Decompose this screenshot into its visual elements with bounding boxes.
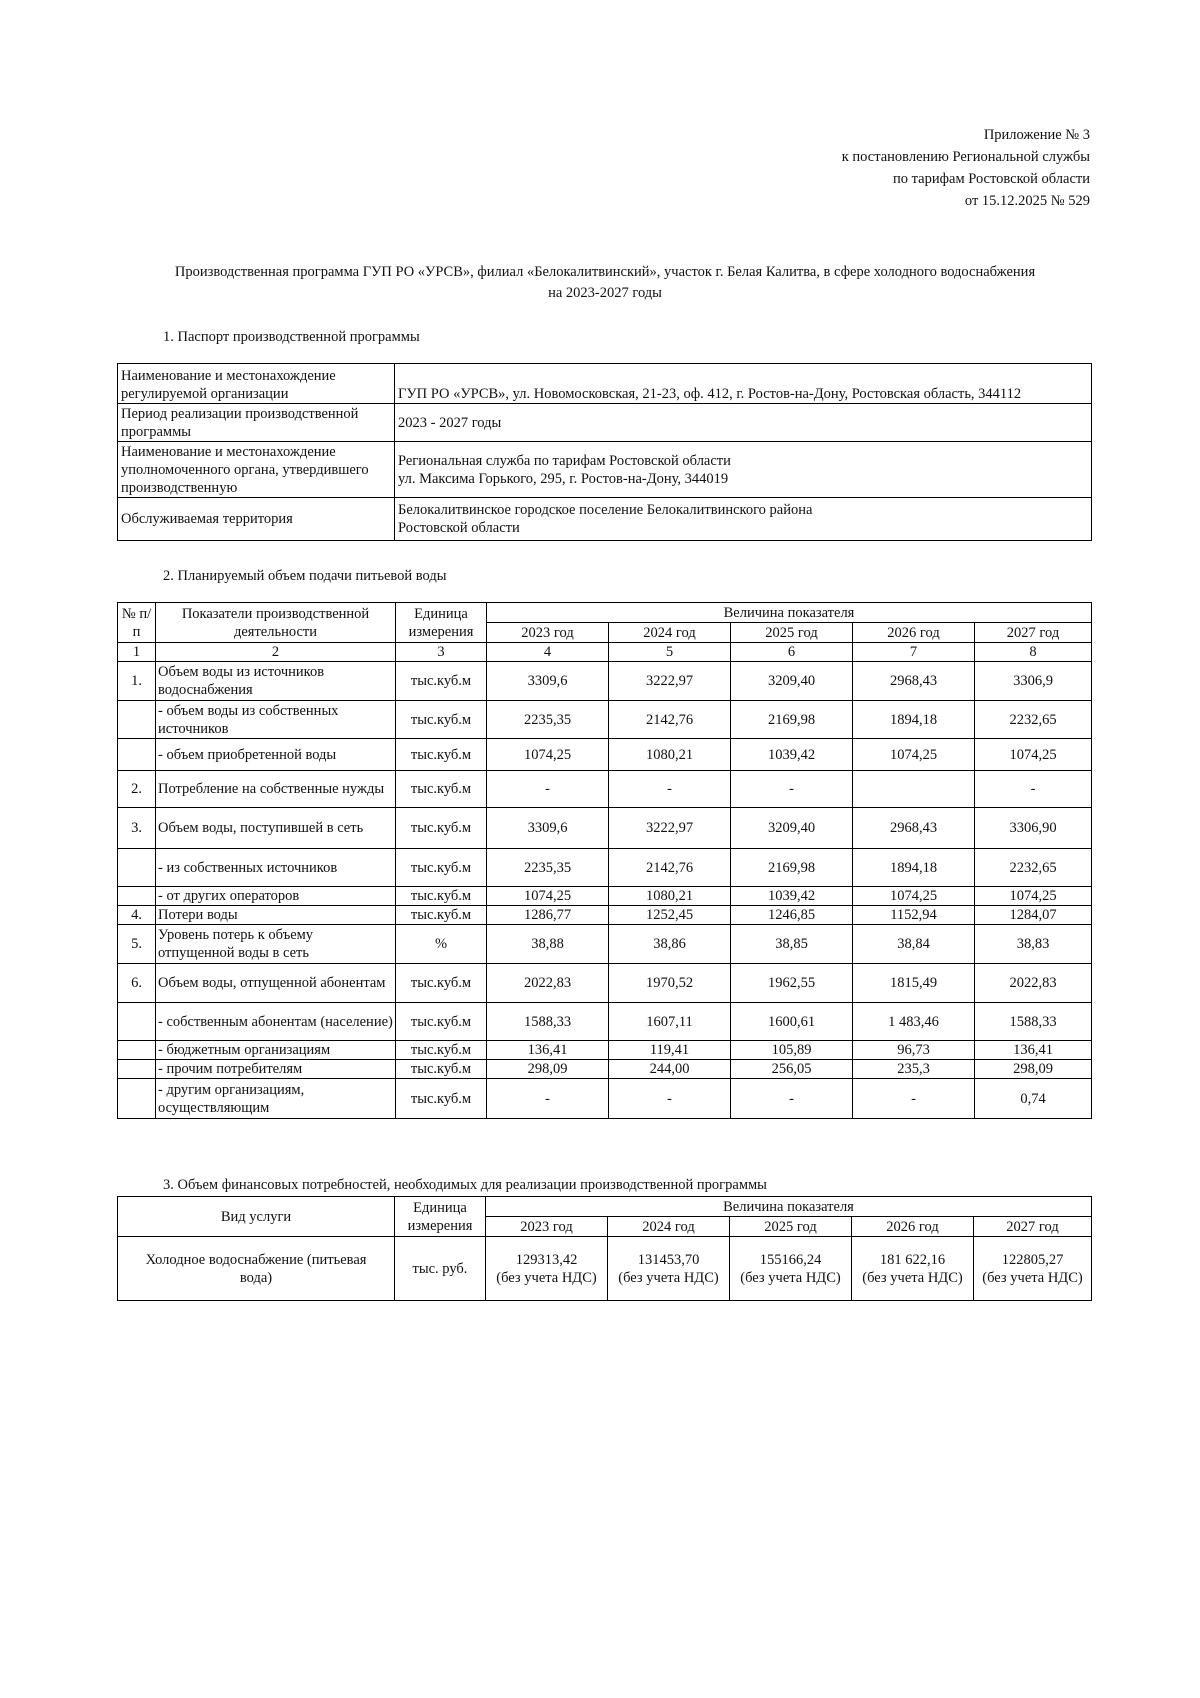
row-number: 5.	[118, 925, 156, 964]
table-row	[118, 964, 1092, 1003]
value-cell: 1039,42	[731, 739, 853, 771]
table-header-row	[118, 603, 1092, 623]
value-cell: 2235,35	[487, 701, 609, 739]
value-cell: 2142,76	[609, 849, 731, 887]
finance-value: 131453,70	[637, 1251, 700, 1268]
value-cell: 1894,18	[853, 849, 975, 887]
value-cell: 1962,55	[731, 964, 853, 1003]
column-number: 5	[609, 643, 731, 662]
value-cell: 1815,49	[853, 964, 975, 1003]
unit-cell: тыс.куб.м	[396, 771, 487, 808]
unit-cell: тыс.куб.м	[396, 1041, 487, 1060]
row-number	[118, 701, 156, 739]
header-value-group: Величина показателя	[487, 603, 1092, 623]
appendix-reference: к постановлению Региональной службы	[841, 149, 1090, 165]
value-cell: 105,89	[731, 1041, 853, 1060]
value-cell: 2232,65	[975, 849, 1092, 887]
passport-value-line: ул. Максима Горького, 295, г. Ростов-на-Дону, 344019	[398, 470, 729, 487]
unit-cell: %	[396, 925, 487, 964]
value-cell: 235,3	[853, 1060, 975, 1079]
indicator-name: - прочим потребителям	[156, 1060, 396, 1079]
header-year: 2026 год	[853, 623, 975, 643]
passport-value	[395, 498, 1092, 541]
row-number	[118, 739, 156, 771]
column-number: 6	[731, 643, 853, 662]
finance-cell	[608, 1237, 730, 1301]
value-cell: 119,41	[609, 1041, 731, 1060]
unit-cell: тыс.куб.м	[396, 739, 487, 771]
indicator-name: - бюджетным организациям	[156, 1041, 396, 1060]
value-cell: 38,83	[975, 925, 1092, 964]
table-row	[118, 925, 1092, 964]
column-number: 2	[156, 643, 396, 662]
finance-note: (без учета НДС)	[740, 1269, 841, 1286]
value-cell: 1080,21	[609, 887, 731, 906]
header-year: 2027 год	[975, 623, 1092, 643]
column-number: 1	[118, 643, 156, 662]
value-cell: -	[731, 1079, 853, 1119]
value-cell: 1970,52	[609, 964, 731, 1003]
indicator-name: - другим организациям, осуществляющим	[156, 1079, 396, 1119]
finance-note: (без учета НДС)	[496, 1269, 597, 1286]
indicator-name: Объем воды, поступившей в сеть	[156, 808, 396, 849]
passport-value-line: Региональная служба по тарифам Ростовской области	[398, 452, 731, 469]
value-cell: -	[853, 1079, 975, 1119]
passport-value: 2023 - 2027 годы	[395, 404, 1092, 442]
table-row	[118, 771, 1092, 808]
row-number	[118, 1003, 156, 1041]
value-cell: 1152,94	[853, 906, 975, 925]
header-value-group: Величина показателя	[486, 1197, 1092, 1217]
unit-cell: тыс.куб.м	[396, 1003, 487, 1041]
header-year: 2024 год	[608, 1217, 730, 1237]
passport-label: Обслуживаемая территория	[118, 498, 395, 541]
finance-value: 155166,24	[759, 1251, 822, 1268]
value-cell: 38,86	[609, 925, 731, 964]
row-number	[118, 849, 156, 887]
passport-table	[117, 363, 1092, 541]
value-cell: 256,05	[731, 1060, 853, 1079]
table-row	[118, 1060, 1092, 1079]
unit-cell: тыс.куб.м	[396, 662, 487, 701]
appendix-number: Приложение № 3	[983, 127, 1090, 143]
section3-heading: 3. Объем финансовых потребностей, необходимых для реализации производственной программы	[163, 1177, 767, 1193]
document-title	[118, 262, 1092, 304]
value-cell: 3306,9	[975, 662, 1092, 701]
column-number: 4	[487, 643, 609, 662]
table-row	[118, 1003, 1092, 1041]
value-cell: 2235,35	[487, 849, 609, 887]
value-cell: 0,74	[975, 1079, 1092, 1119]
table-row	[118, 662, 1092, 701]
table-row	[118, 1079, 1092, 1119]
indicator-name: Объем воды, отпущенной абонентам	[156, 964, 396, 1003]
value-cell: 1286,77	[487, 906, 609, 925]
section1-heading: 1. Паспорт производственной программы	[163, 329, 420, 345]
value-cell: 298,09	[487, 1060, 609, 1079]
header-year: 2024 год	[609, 623, 731, 643]
value-cell: 1588,33	[975, 1003, 1092, 1041]
value-cell: 136,41	[975, 1041, 1092, 1060]
service-name: Холодное водоснабжение (питьевая вода)	[118, 1237, 395, 1301]
value-cell: 1246,85	[731, 906, 853, 925]
column-number: 8	[975, 643, 1092, 662]
passport-row	[118, 442, 1092, 498]
header-unit: Единица измерения	[396, 603, 487, 643]
passport-value: ГУП РО «УРСВ», ул. Новомосковская, 21-23, оф. 412, г. Ростов-на-Дону, Ростовская область, 344112	[395, 364, 1092, 404]
table-header-row	[118, 1197, 1092, 1217]
header-year: 2026 год	[852, 1217, 974, 1237]
header-year: 2023 год	[487, 623, 609, 643]
value-cell: 1607,11	[609, 1003, 731, 1041]
passport-row	[118, 498, 1092, 541]
row-number	[118, 1079, 156, 1119]
value-cell: 136,41	[487, 1041, 609, 1060]
value-cell: 2142,76	[609, 701, 731, 739]
service-unit: тыс. руб.	[395, 1237, 486, 1301]
header-number: № п/п	[118, 603, 156, 643]
value-cell: 1080,21	[609, 739, 731, 771]
value-cell: 1074,25	[975, 739, 1092, 771]
table-row	[118, 906, 1092, 925]
value-cell: 3222,97	[609, 662, 731, 701]
value-cell: 1039,42	[731, 887, 853, 906]
value-cell: 2968,43	[853, 662, 975, 701]
value-cell: -	[487, 771, 609, 808]
column-number: 3	[396, 643, 487, 662]
value-cell: 38,88	[487, 925, 609, 964]
finance-value: 181 622,16	[879, 1251, 946, 1268]
passport-value-line: Белокалитвинское городское поселение Белокалитвинского района	[398, 502, 813, 518]
row-number: 3.	[118, 808, 156, 849]
value-cell: 1074,25	[853, 739, 975, 771]
document-title-line1: Производственная программа ГУП РО «УРСВ», филиал «Белокалитвинский», участок г. Белая Калитва, в сфере холодного водоснабжения	[174, 264, 1036, 280]
header-year: 2023 год	[486, 1217, 608, 1237]
table-row	[118, 701, 1092, 739]
value-cell: 1284,07	[975, 906, 1092, 925]
value-cell: 3209,40	[731, 662, 853, 701]
value-cell: 1588,33	[487, 1003, 609, 1041]
table-row	[118, 1041, 1092, 1060]
value-cell: 1894,18	[853, 701, 975, 739]
value-cell: 244,00	[609, 1060, 731, 1079]
passport-label: Период реализации производственной программы	[118, 404, 395, 442]
unit-cell: тыс.куб.м	[396, 1079, 487, 1119]
value-cell: 2968,43	[853, 808, 975, 849]
value-cell: 1074,25	[487, 739, 609, 771]
value-cell: 298,09	[975, 1060, 1092, 1079]
indicator-name: - собственным абонентам (население)	[156, 1003, 396, 1041]
finance-value: 129313,42	[515, 1251, 578, 1268]
water-supply-table	[117, 602, 1092, 1119]
value-cell: 2169,98	[731, 701, 853, 739]
value-cell: 2022,83	[975, 964, 1092, 1003]
passport-value	[395, 442, 1092, 498]
value-cell: 1074,25	[487, 887, 609, 906]
row-number: 4.	[118, 906, 156, 925]
indicator-name: Потребление на собственные нужды	[156, 771, 396, 808]
value-cell: 38,84	[853, 925, 975, 964]
unit-cell: тыс.куб.м	[396, 849, 487, 887]
passport-value-line: Ростовской области	[398, 520, 520, 536]
finance-note: (без учета НДС)	[618, 1269, 719, 1286]
unit-cell: тыс.куб.м	[396, 906, 487, 925]
indicator-name: Уровень потерь к объему отпущенной воды в сеть	[156, 925, 396, 964]
passport-label: Наименование и местонахождение уполномоченного органа, утвердившего производственную	[118, 442, 395, 498]
finance-note: (без учета НДС)	[982, 1269, 1083, 1286]
indicator-name: Объем воды из источников водоснабжения	[156, 662, 396, 701]
unit-cell: тыс.куб.м	[396, 1060, 487, 1079]
table-row	[118, 887, 1092, 906]
unit-cell: тыс.куб.м	[396, 701, 487, 739]
finance-note: (без учета НДС)	[862, 1269, 963, 1286]
value-cell: 1600,61	[731, 1003, 853, 1041]
value-cell: 38,85	[731, 925, 853, 964]
indicator-name: - от других операторов	[156, 887, 396, 906]
header-indicator: Показатели производственной деятельности	[156, 603, 396, 643]
indicator-name: - объем приобретенной воды	[156, 739, 396, 771]
unit-cell: тыс.куб.м	[396, 964, 487, 1003]
row-number	[118, 887, 156, 906]
header-service: Вид услуги	[118, 1197, 395, 1237]
header-unit: Единица измерения	[395, 1197, 486, 1237]
appendix-block	[842, 124, 1090, 212]
water-supply-body	[118, 662, 1092, 1119]
finance-cell	[730, 1237, 852, 1301]
appendix-authority: по тарифам Ростовской области	[893, 171, 1090, 187]
finance-cell	[852, 1237, 974, 1301]
value-cell: 1074,25	[975, 887, 1092, 906]
value-cell: -	[609, 1079, 731, 1119]
value-cell: 3309,6	[487, 662, 609, 701]
value-cell: 2169,98	[731, 849, 853, 887]
value-cell: 2232,65	[975, 701, 1092, 739]
table-row	[118, 1237, 1092, 1301]
finance-value: 122805,27	[1001, 1251, 1064, 1268]
passport-label: Наименование и местонахождение регулируемой организации	[118, 364, 395, 404]
unit-cell: тыс.куб.м	[396, 887, 487, 906]
value-cell: -	[487, 1079, 609, 1119]
value-cell: 3209,40	[731, 808, 853, 849]
header-year: 2025 год	[731, 623, 853, 643]
header-year: 2027 год	[974, 1217, 1092, 1237]
indicator-name: - из собственных источников	[156, 849, 396, 887]
finance-cell	[486, 1237, 608, 1301]
finance-cell	[974, 1237, 1092, 1301]
row-number: 2.	[118, 771, 156, 808]
unit-cell: тыс.куб.м	[396, 808, 487, 849]
table-row	[118, 849, 1092, 887]
value-cell: -	[609, 771, 731, 808]
value-cell: 96,73	[853, 1041, 975, 1060]
table-row	[118, 808, 1092, 849]
row-number: 6.	[118, 964, 156, 1003]
column-number: 7	[853, 643, 975, 662]
value-cell: 3306,90	[975, 808, 1092, 849]
row-number: 1.	[118, 662, 156, 701]
section2-heading: 2. Планируемый объем подачи питьевой воды	[163, 568, 447, 584]
indicator-name: - объем воды из собственных источников	[156, 701, 396, 739]
indicator-name: Потери воды	[156, 906, 396, 925]
value-cell: 1 483,46	[853, 1003, 975, 1041]
value-cell: -	[731, 771, 853, 808]
passport-row	[118, 404, 1092, 442]
row-number	[118, 1041, 156, 1060]
value-cell: 3309,6	[487, 808, 609, 849]
document-title-line2: на 2023-2027 годы	[548, 285, 662, 301]
column-number-row	[118, 643, 1092, 662]
value-cell: 1074,25	[853, 887, 975, 906]
value-cell: 3222,97	[609, 808, 731, 849]
header-year: 2025 год	[730, 1217, 852, 1237]
passport-row	[118, 364, 1092, 404]
financial-table	[117, 1196, 1092, 1301]
value-cell	[853, 771, 975, 808]
value-cell: 2022,83	[487, 964, 609, 1003]
value-cell: 1252,45	[609, 906, 731, 925]
appendix-date: от 15.12.2025 № 529	[964, 193, 1090, 209]
table-row	[118, 739, 1092, 771]
row-number	[118, 1060, 156, 1079]
value-cell: -	[975, 771, 1092, 808]
